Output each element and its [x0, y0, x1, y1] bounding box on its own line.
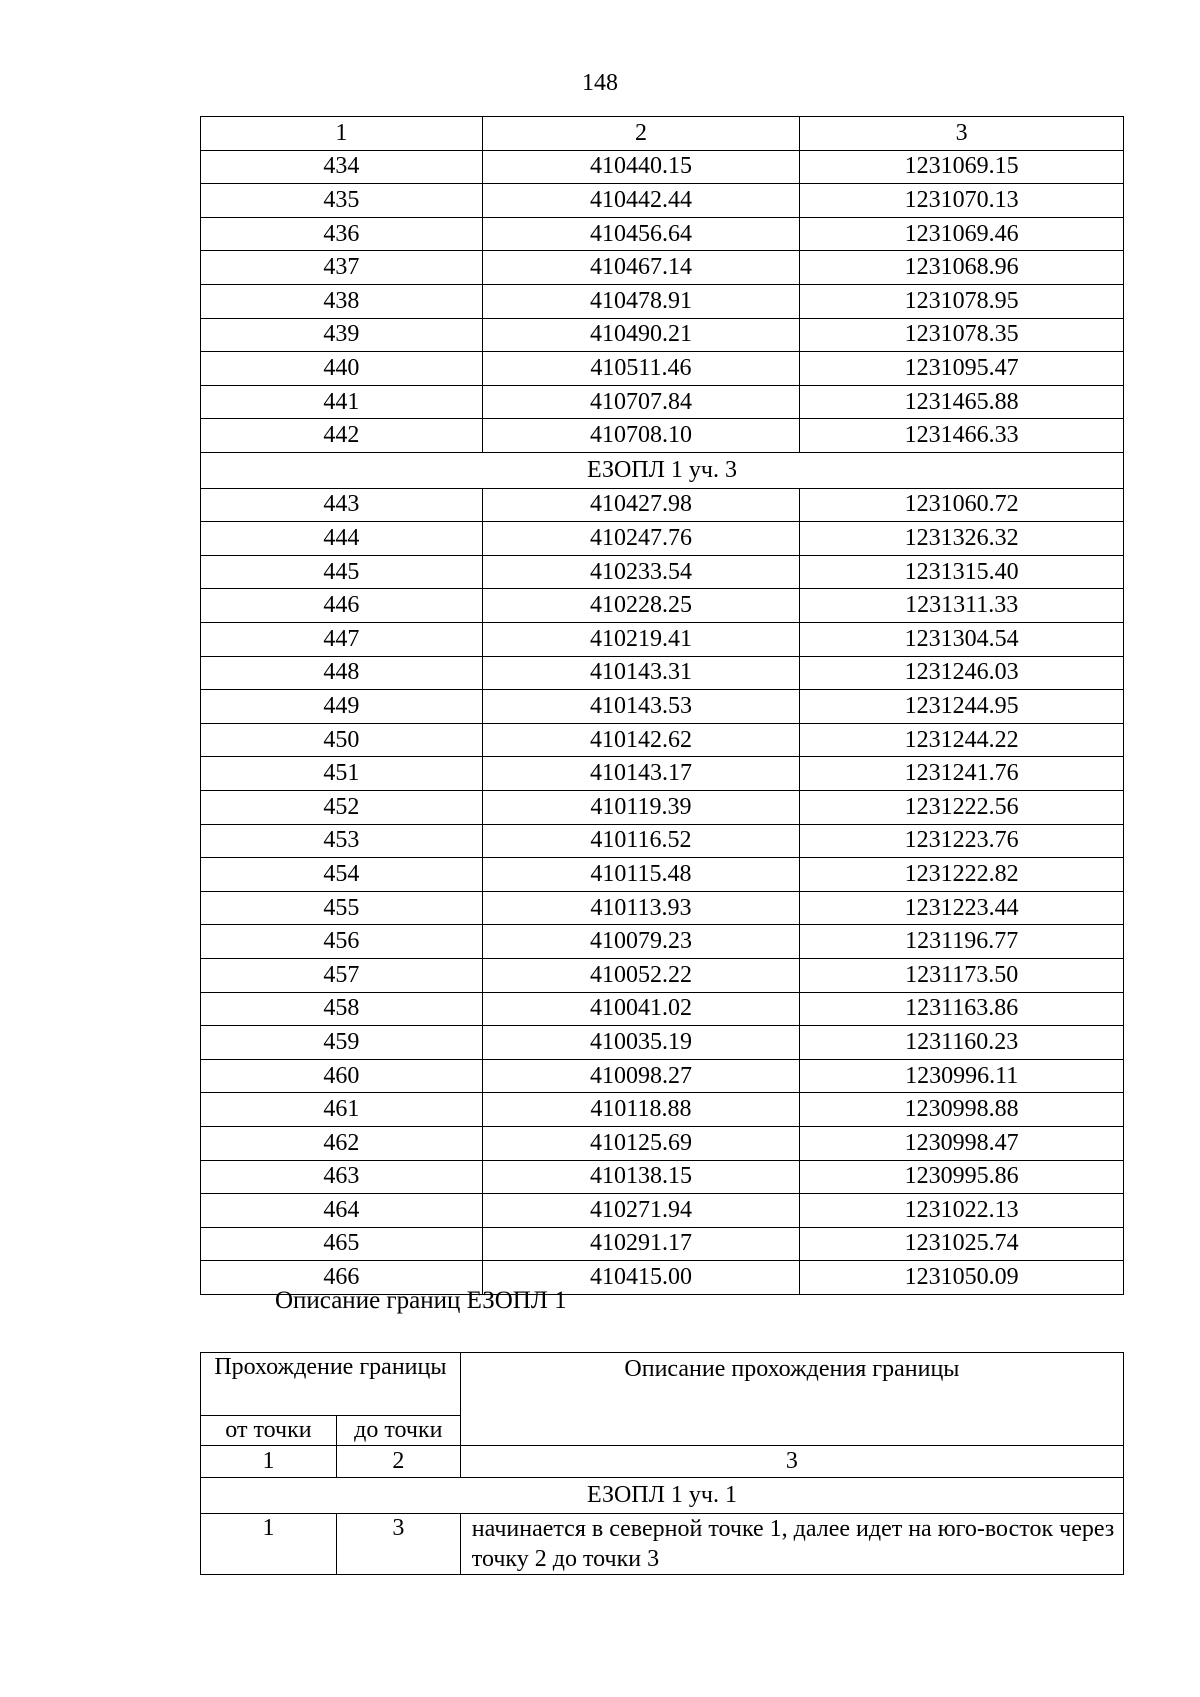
table-row — [201, 522, 1124, 556]
point-number: 452 — [201, 790, 483, 824]
section-row — [201, 452, 1124, 488]
table-row — [201, 656, 1124, 690]
table-row — [201, 589, 1124, 623]
column-number: 3 — [460, 1446, 1123, 1478]
table-row — [201, 891, 1124, 925]
y-coordinate: 1230995.86 — [800, 1160, 1124, 1194]
section-row — [201, 1478, 1124, 1514]
point-number: 466 — [201, 1261, 483, 1295]
point-number: 439 — [201, 318, 483, 352]
table-row — [201, 992, 1124, 1026]
point-number: 461 — [201, 1093, 483, 1127]
point-number: 454 — [201, 858, 483, 892]
y-coordinate: 1230996.11 — [800, 1059, 1124, 1093]
y-coordinate: 1231244.95 — [800, 690, 1124, 724]
x-coordinate: 410041.02 — [482, 992, 800, 1026]
table-row — [201, 723, 1124, 757]
table-row — [201, 488, 1124, 522]
y-coordinate: 1231222.56 — [800, 790, 1124, 824]
x-coordinate: 410442.44 — [482, 184, 800, 218]
table-row — [201, 150, 1124, 184]
table-row — [201, 690, 1124, 724]
x-coordinate: 410079.23 — [482, 925, 800, 959]
coordinates-table — [200, 116, 1124, 1295]
y-coordinate: 1231311.33 — [800, 589, 1124, 623]
point-number: 438 — [201, 284, 483, 318]
y-coordinate: 1231196.77 — [800, 925, 1124, 959]
description-title: Описание границ ЕЗОПЛ 1 — [275, 1287, 567, 1314]
x-coordinate: 410415.00 — [482, 1261, 800, 1295]
y-coordinate: 1231223.76 — [800, 824, 1124, 858]
point-number: 445 — [201, 555, 483, 589]
header-row — [201, 1353, 1124, 1416]
header-from-point: от точки — [201, 1416, 337, 1446]
table-row — [201, 958, 1124, 992]
header-row — [201, 117, 1124, 151]
boundary-description-table — [200, 1352, 1124, 1575]
y-coordinate: 1231465.88 — [800, 385, 1124, 419]
table-row — [201, 1227, 1124, 1261]
point-number: 447 — [201, 623, 483, 657]
x-coordinate: 410707.84 — [482, 385, 800, 419]
y-coordinate: 1231326.32 — [800, 522, 1124, 556]
page-number: 148 — [582, 70, 618, 96]
x-coordinate: 410247.76 — [482, 522, 800, 556]
point-number: 456 — [201, 925, 483, 959]
y-coordinate: 1231223.44 — [800, 891, 1124, 925]
column-number: 2 — [336, 1446, 460, 1478]
x-coordinate: 410708.10 — [482, 419, 800, 453]
y-coordinate: 1231068.96 — [800, 251, 1124, 285]
x-coordinate: 410228.25 — [482, 589, 800, 623]
table-row — [201, 858, 1124, 892]
y-coordinate: 1231069.46 — [800, 217, 1124, 251]
y-coordinate: 1231078.95 — [800, 284, 1124, 318]
y-coordinate: 1231070.13 — [800, 184, 1124, 218]
to-point: 3 — [336, 1514, 460, 1575]
table-row — [201, 555, 1124, 589]
point-number: 434 — [201, 150, 483, 184]
point-number: 442 — [201, 419, 483, 453]
point-number: 453 — [201, 824, 483, 858]
x-coordinate: 410035.19 — [482, 1026, 800, 1060]
y-coordinate: 1231025.74 — [800, 1227, 1124, 1261]
y-coordinate: 1231466.33 — [800, 419, 1124, 453]
table-row — [201, 925, 1124, 959]
from-point: 1 — [201, 1514, 337, 1575]
point-number: 460 — [201, 1059, 483, 1093]
x-coordinate: 410511.46 — [482, 352, 800, 386]
y-coordinate: 1231241.76 — [800, 757, 1124, 791]
y-coordinate: 1231060.72 — [800, 488, 1124, 522]
y-coordinate: 1231160.23 — [800, 1026, 1124, 1060]
y-coordinate: 1231173.50 — [800, 958, 1124, 992]
table-row — [201, 790, 1124, 824]
point-number: 441 — [201, 385, 483, 419]
x-coordinate: 410119.39 — [482, 790, 800, 824]
boundary-description-text: начинается в северной точке 1, далее идет на юго-восток через точку 2 до точки 3 — [460, 1514, 1123, 1575]
point-number: 443 — [201, 488, 483, 522]
point-number: 448 — [201, 656, 483, 690]
table-row — [201, 352, 1124, 386]
y-coordinate: 1231069.15 — [800, 150, 1124, 184]
point-number: 464 — [201, 1194, 483, 1228]
table-row — [201, 1160, 1124, 1194]
table-row — [201, 284, 1124, 318]
y-coordinate: 1230998.47 — [800, 1126, 1124, 1160]
point-number: 450 — [201, 723, 483, 757]
y-coordinate: 1231246.03 — [800, 656, 1124, 690]
point-number: 463 — [201, 1160, 483, 1194]
y-coordinate: 1231078.35 — [800, 318, 1124, 352]
table-row — [201, 623, 1124, 657]
point-number: 465 — [201, 1227, 483, 1261]
y-coordinate: 1231315.40 — [800, 555, 1124, 589]
x-coordinate: 410143.17 — [482, 757, 800, 791]
x-coordinate: 410113.93 — [482, 891, 800, 925]
point-number: 437 — [201, 251, 483, 285]
column-number: 3 — [800, 117, 1124, 151]
table-row — [201, 217, 1124, 251]
x-coordinate: 410271.94 — [482, 1194, 800, 1228]
column-number-row — [201, 1446, 1124, 1478]
y-coordinate: 1231095.47 — [800, 352, 1124, 386]
column-number: 2 — [482, 117, 800, 151]
x-coordinate: 410456.64 — [482, 217, 800, 251]
table-row — [201, 251, 1124, 285]
x-coordinate: 410467.14 — [482, 251, 800, 285]
x-coordinate: 410142.62 — [482, 723, 800, 757]
point-number: 458 — [201, 992, 483, 1026]
y-coordinate: 1231050.09 — [800, 1261, 1124, 1295]
x-coordinate: 410116.52 — [482, 824, 800, 858]
x-coordinate: 410143.53 — [482, 690, 800, 724]
table-row — [201, 1059, 1124, 1093]
x-coordinate: 410118.88 — [482, 1093, 800, 1127]
y-coordinate: 1230998.88 — [800, 1093, 1124, 1127]
x-coordinate: 410291.17 — [482, 1227, 800, 1261]
point-number: 440 — [201, 352, 483, 386]
point-number: 462 — [201, 1126, 483, 1160]
point-number: 436 — [201, 217, 483, 251]
table-row — [201, 757, 1124, 791]
point-number: 459 — [201, 1026, 483, 1060]
x-coordinate: 410138.15 — [482, 1160, 800, 1194]
table-row — [201, 1126, 1124, 1160]
description-row — [201, 1514, 1124, 1575]
point-number: 455 — [201, 891, 483, 925]
x-coordinate: 410233.54 — [482, 555, 800, 589]
table-row — [201, 1093, 1124, 1127]
point-number: 446 — [201, 589, 483, 623]
table-row — [201, 385, 1124, 419]
header-description: Описание прохождения границы — [460, 1353, 1123, 1446]
x-coordinate: 410440.15 — [482, 150, 800, 184]
column-number: 1 — [201, 1446, 337, 1478]
x-coordinate: 410427.98 — [482, 488, 800, 522]
y-coordinate: 1231304.54 — [800, 623, 1124, 657]
x-coordinate: 410219.41 — [482, 623, 800, 657]
x-coordinate: 410125.69 — [482, 1126, 800, 1160]
point-number: 444 — [201, 522, 483, 556]
column-number: 1 — [201, 117, 483, 151]
table-row — [201, 184, 1124, 218]
y-coordinate: 1231022.13 — [800, 1194, 1124, 1228]
table-row — [201, 1194, 1124, 1228]
point-number: 451 — [201, 757, 483, 791]
y-coordinate: 1231244.22 — [800, 723, 1124, 757]
y-coordinate: 1231163.86 — [800, 992, 1124, 1026]
header-to-point: до точки — [336, 1416, 460, 1446]
x-coordinate: 410098.27 — [482, 1059, 800, 1093]
y-coordinate: 1231222.82 — [800, 858, 1124, 892]
header-passage: Прохождение границы — [201, 1353, 461, 1416]
point-number: 435 — [201, 184, 483, 218]
x-coordinate: 410143.31 — [482, 656, 800, 690]
x-coordinate: 410115.48 — [482, 858, 800, 892]
table-row — [201, 824, 1124, 858]
table-row — [201, 1026, 1124, 1060]
section-label: ЕЗОПЛ 1 уч. 1 — [201, 1478, 1124, 1514]
table-row — [201, 419, 1124, 453]
x-coordinate: 410490.21 — [482, 318, 800, 352]
table-row — [201, 318, 1124, 352]
x-coordinate: 410052.22 — [482, 958, 800, 992]
point-number: 449 — [201, 690, 483, 724]
section-label: ЕЗОПЛ 1 уч. 3 — [201, 452, 1124, 488]
point-number: 457 — [201, 958, 483, 992]
x-coordinate: 410478.91 — [482, 284, 800, 318]
